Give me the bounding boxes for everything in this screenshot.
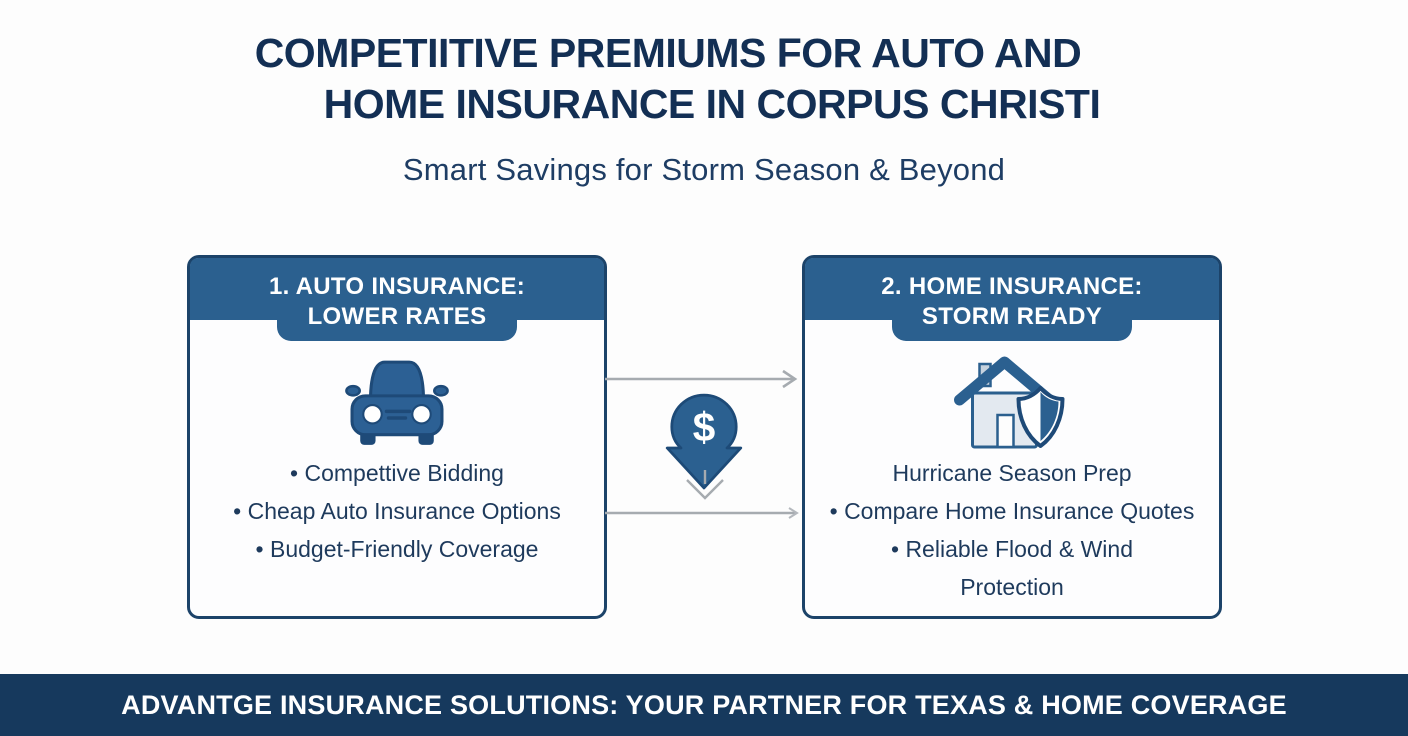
card-auto-title (190, 272, 604, 332)
page-title (0, 28, 1336, 130)
car-icon (190, 355, 604, 449)
footer-banner (0, 674, 1408, 736)
card-home-title-line1: 2. HOME INSURANCE: (881, 273, 1143, 300)
footer-text: ADVANTGE INSURANCE SOLUTIONS: YOUR PARTNER FOR TEXAS & HOME COVERAGE (121, 690, 1287, 720)
card-auto-insurance (187, 255, 607, 619)
bullet-item: Hurricane Season Prep (892, 460, 1132, 486)
card-auto-title-line2: LOWER RATES (307, 303, 487, 330)
bullet-item: • Compare Home Insurance Quotes (829, 498, 1195, 524)
bullet-item: • Reliable Flood & Wind Protection (891, 536, 1133, 600)
card-home-title (805, 272, 1219, 332)
bullet-item: • Cheap Auto Insurance Options (233, 498, 561, 524)
card-home-bullet-list (805, 454, 1219, 606)
connector-line (605, 505, 803, 521)
bullet-item: • Compettive Bidding (290, 460, 504, 486)
page-title-line2: HOME INSURANCE IN CORPUS CHRISTI (323, 81, 1101, 127)
arrow-right-icon (605, 368, 803, 390)
card-home-title-line2: STORM READY (921, 303, 1103, 330)
card-home-insurance (802, 255, 1222, 619)
card-auto-title-line1: 1. AUTO INSURANCE: (268, 273, 526, 300)
page-title-line1: COMPETIITIVE PREMIUMS FOR AUTO AND (254, 30, 1082, 76)
dollar-symbol: $ (692, 404, 716, 451)
page-subtitle: Smart Savings for Storm Season & Beyond (402, 152, 1006, 187)
bullet-item: • Budget-Friendly Coverage (255, 536, 539, 562)
card-auto-bullet-list (190, 454, 604, 568)
arrow-down-icon (684, 470, 726, 504)
house-shield-icon (805, 355, 1219, 455)
